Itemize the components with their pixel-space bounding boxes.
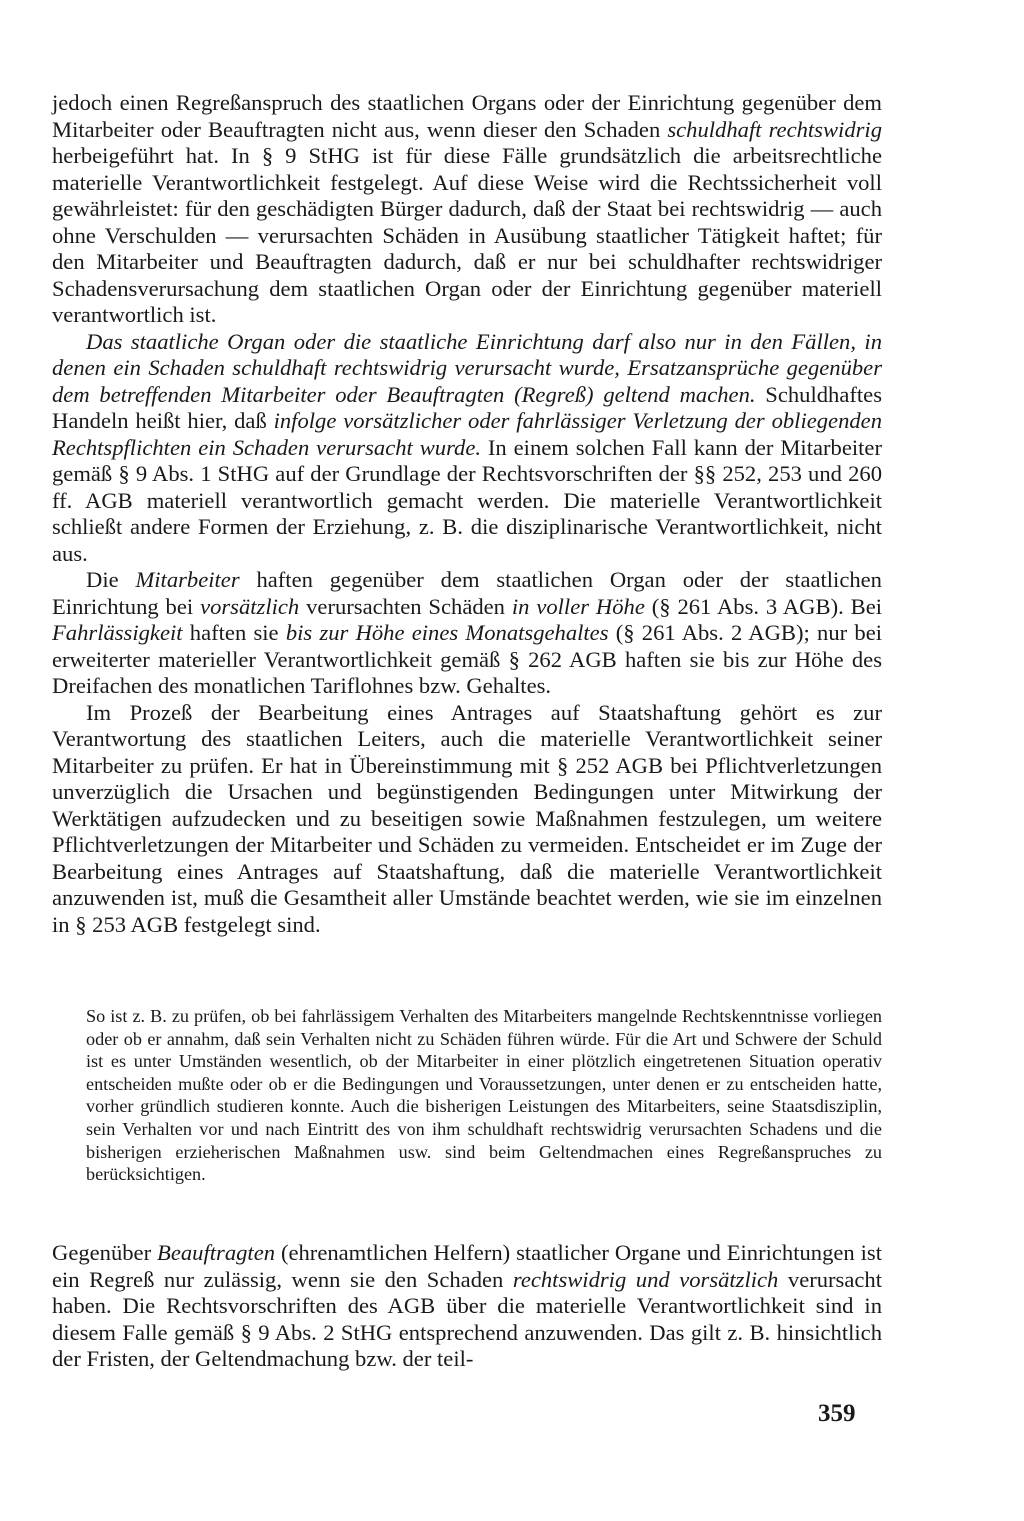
italic-phrase: in voller Höhe (511, 593, 645, 619)
italic-phrase: rechtswidrig und vorsätzlich (512, 1266, 779, 1292)
small-print-note (86, 1005, 882, 1186)
italic-phrase: Beauftragten (157, 1240, 276, 1265)
italic-phrase: Das staatliche Organ oder die staatliche Einrichtung darf also nur in den Fällen, in denen ein Schaden schuldhaft rechtswidrig verursacht wurde, Ersatzansprüche gegenüber dem betreffenden Mitarbeiter oder Beauftragten (Regreß) geltend machen. (52, 328, 882, 407)
paragraph: Das staatliche Organ oder die staatliche Einrichtung darf also nur in den Fällen, in denen ein Schaden schuldhaft rechtswidrig verursacht wurde, Ersatzansprüche gegenüber dem betreffenden Mitarbeiter oder Beauftragten (Regreß) geltend machen. Schuldhaftes Handeln heißt hier, daß infolge vorsätzlicher oder fahrlässiger Verletzung der obliegenden Rechtspflichten ein Schaden verursacht wurde. In einem solchen Fall kann der Mitarbeiter gemäß § 9 Abs. 1 StHG auf der Grundlage der Rechtsvorschriften der §§ 252, 253 und 260 ff. AGB materiell verantwortlich gemacht werden. Die materielle Verantwortlichkeit schließt andere Formen der Erziehung, z. B. die disziplinarische Verantwortlichkeit, nicht aus. (52, 328, 882, 566)
note-paragraph: So ist z. B. zu prüfen, ob bei fahrlässigem Verhalten des Mitarbeiters mangelnde Rechtskenntnisse vorliegen oder ob er annahm, daß sein Verhalten nicht zu Schäden führen würde. Für die Art und Schwere der Schuld ist es unter Umständen wesentlich, ob der Mitarbeiter in einer plötzlich eingetretenen Situation operativ entscheiden mußte oder ob er die Bedingungen und Voraussetzungen, unter denen er zu entscheiden hatte, vorher gründlich studieren konnte. Auch die bisherigen Leistungen des Mitarbeiters, seine Staatsdisziplin, sein Verhalten vor und nach Eintritt des von ihm schuldhaft rechtswidrig verursachten Schadens und die bisherigen erzieherischen Maßnahmen usw. sind beim Geltendmachen eines Regreßanspruches zu berücksichtigen. (86, 1006, 882, 1185)
italic-phrase: Fahrlässigkeit (52, 620, 183, 645)
italic-phrase: Mitarbeiter (135, 567, 240, 592)
main-text (52, 90, 882, 938)
page-number: 359 (818, 1400, 856, 1427)
paragraph: Gegenüber Beauftragten (ehrenamtlichen Helfern) staatlicher Organe und Einrichtungen ist ein Regreß nur zulässig, wenn sie den Schaden rechtswidrig und vorsätzlich verursacht haben. Die Rechtsvorschriften des AGB über die materielle Verantwortlichkeit sind in diesem Falle gemäß § 9 Abs. 2 StHG entsprechend anzuwenden. Das gilt z. B. hinsichtlich der Fristen, der Geltendmachung bzw. der teil- (52, 1240, 882, 1371)
paragraph: Im Prozeß der Bearbeitung eines Antrages auf Staatshaftung gehört es zur Verantwortung des staatlichen Leiters, auch die materielle Verantwortlichkeit seiner Mitarbeiter zu prüfen. Er hat in Übereinstimmung mit § 252 AGB bei Pflichtverletzungen unverzüglich die Ursachen und begünstigenden Bedingungen unter Mitwirkung der Werktätigen aufzudecken und zu beseitigen sowie Maßnahmen festzulegen, um weitere Pflichtverletzungen der Mitarbeiter und Schäden zu vermeiden. Entscheidet er im Zuge der Bearbeitung eines Antrages auf Staatshaftung, daß die materielle Verantwortlichkeit anzuwenden ist, muß die Gesamtheit aller Umstände beachtet werden, wie sie im einzelnen in § 253 AGB festgelegt sind. (52, 699, 882, 937)
continuation-text (52, 1240, 882, 1373)
paragraph: jedoch einen Regreßanspruch des staatlichen Organs oder der Einrichtung gegenüber dem Mitarbeiter oder Beauftragten nicht aus, wenn dieser den Schaden schuldhaft rechtswidrig herbeigeführt hat. In § 9 StHG ist für diese Fälle grundsätzlich die arbeitsrechtliche materielle Verantwortlichkeit festgelegt. Auf diese Weise wird die Rechtssicherheit voll gewährleistet: für den geschädigten Bürger dadurch, daß der Staat bei rechtswidrig — auch ohne Verschulden — verursachten Schäden in Ausübung staatlicher Tätigkeit haftet; für den Mitarbeiter und Beauftragten dadurch, daß er nur bei schuldhafter rechtswidriger Schadensverursachung dem staatlichen Organ oder der Einrichtung gegenüber materiell verantwortlich ist. (52, 90, 882, 327)
italic-phrase: schuldhaft rechtswidrig (667, 116, 882, 142)
italic-phrase: vorsätzlich (200, 593, 300, 619)
italic-phrase: infolge vorsätzlicher oder fahrlässiger Verletzung der obliegenden Rechtspflichten ein Schaden verursacht wurde. (52, 408, 882, 460)
italic-phrase: bis zur Höhe eines Monatsgehaltes (285, 620, 609, 645)
paragraph: Die Mitarbeiter haften gegenüber dem staatlichen Organ oder der staatlichen Einrichtung bei vorsätzlich verursachten Schäden in voller Höhe (§ 261 Abs. 3 AGB). Bei Fahrlässigkeit haften sie bis zur Höhe eines Monatsgehaltes (§ 261 Abs. 2 AGB); nur bei erweiterter materieller Verantwortlichkeit gemäß § 262 AGB haften sie bis zur Höhe des Dreifachen des monatlichen Tariflohnes bzw. Gehaltes. (52, 567, 883, 698)
